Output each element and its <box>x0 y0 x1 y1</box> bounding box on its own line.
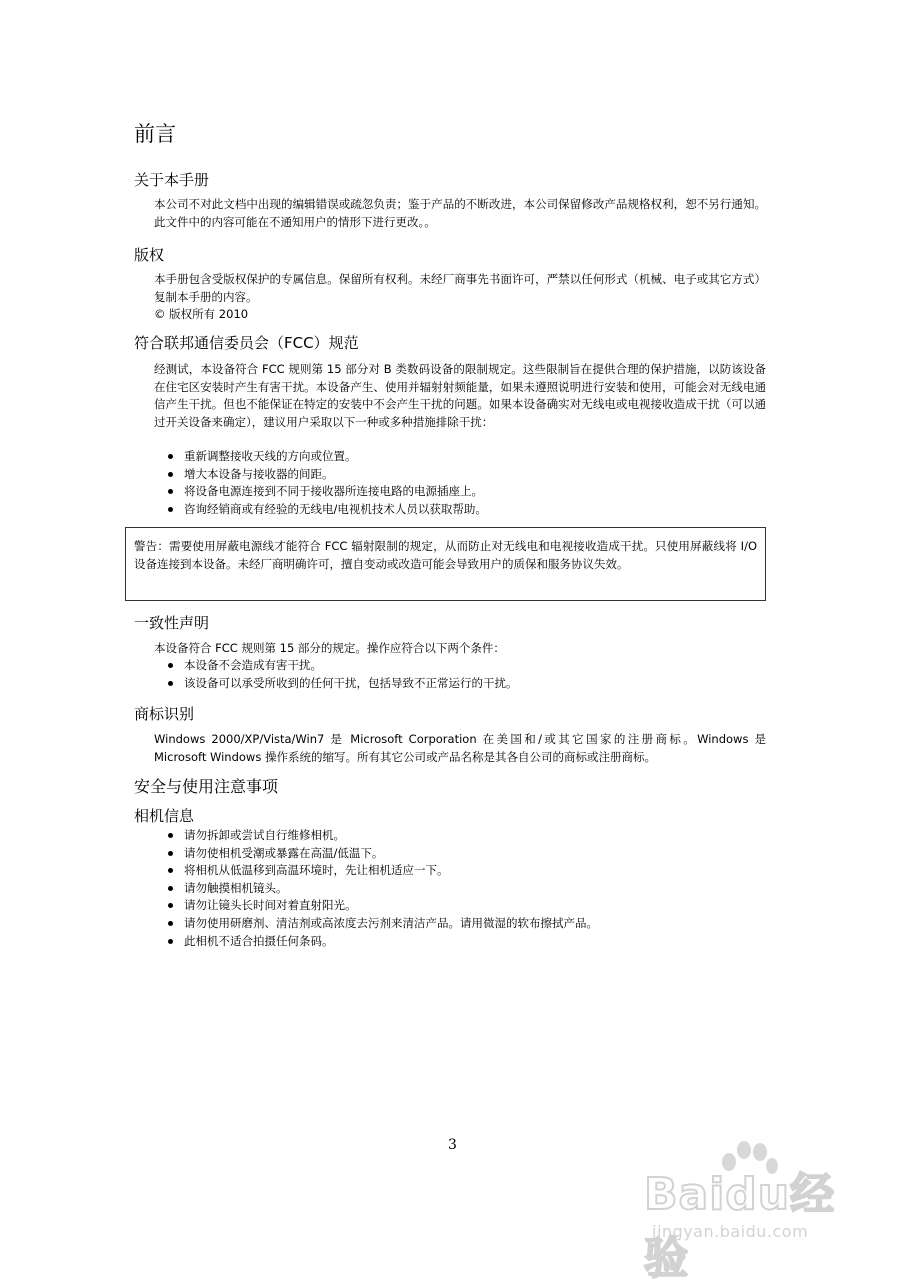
about-paragraph: 本公司不对此文档中出现的编辑错误或疏忽负责；鉴于产品的不断改进，本公司保留修改产品规格权利，恕不另行通知。此文件中的内容可能在不通知用户的情形下进行更改。。 <box>154 197 766 229</box>
watermark-logo: Baidu经验 <box>644 1169 836 1284</box>
bullet-icon <box>168 681 173 686</box>
list-item: 请勿触摸相机镜头。 <box>164 880 598 898</box>
list-item: 此相机不适合拍摄任何条码。 <box>164 933 598 951</box>
section-heading-about: 关于本手册 <box>134 171 210 189</box>
list-item: 将设备电源连接到不同于接收器所连接电路的电源插座上。 <box>164 483 487 501</box>
conformity-paragraph: 本设备符合 FCC 规则第 15 部分的规定。操作应符合以下两个条件： <box>154 641 505 655</box>
list-item: 请勿拆卸或尝试自行维修相机。 <box>164 827 598 845</box>
warning-text: 警告：需要使用屏蔽电源线才能符合 FCC 辐射限制的规定，从而防止对无线电和电视接收造成干扰。只使用屏蔽线将 I/O 设备连接到本设备。未经厂商明确许可，擅自变动或改造可能会导致用户的质保和服务协议失效。 <box>134 539 757 571</box>
baidu-jingyan-watermark <box>636 1140 876 1284</box>
bullet-icon <box>168 903 173 908</box>
list-item: 重新调整接收天线的方向或位置。 <box>164 448 487 466</box>
copyright-notice: © 版权所有 2010 <box>154 307 249 321</box>
page-title: 前言 <box>134 122 176 146</box>
bullet-icon <box>168 921 173 926</box>
bullet-icon <box>168 472 173 477</box>
list-item: 本设备不会造成有害干扰。 <box>164 657 518 675</box>
camera-precautions-list <box>164 827 598 950</box>
bullet-icon <box>168 489 173 494</box>
list-item: 咨询经销商或有经验的无线电/电视机技术人员以获取帮助。 <box>164 501 487 519</box>
section-heading-safety: 安全与使用注意事项 <box>134 777 279 796</box>
bullet-icon <box>168 886 173 891</box>
section-heading-fcc: 符合联邦通信委员会（FCC）规范 <box>134 334 359 352</box>
bullet-icon <box>168 507 173 512</box>
conformity-conditions-list <box>164 657 518 692</box>
list-item: 请勿让镜头长时间对着直射阳光。 <box>164 897 598 915</box>
section-heading-camera: 相机信息 <box>134 807 195 825</box>
trademark-paragraph: Windows 2000/XP/Vista/Win7 是 Microsoft Corporation 在美国和/或其它国家的注册商标。Windows 是 Microsoft Windows 操作系统的缩写。所有其它公司或产品名称是其各自公司的商标或注册商标。 <box>154 732 766 764</box>
warning-box <box>125 527 766 601</box>
fcc-paragraph: 经测试，本设备符合 FCC 规则第 15 部分对 B 类数码设备的限制规定。这些限制旨在提供合理的保护措施，以防该设备在住宅区安装时产生有害干扰。本设备产生、使用并辐射射频能量，如果未遵照说明进行安装和使用，可能会对无线电通信产生干扰。但也不能保证在特定的安装中不会产生干扰的问题。如果本设备确实对无线电或电视接收造成干扰（可以通过开关设备来确定），建议用户采取以下一种或多种措施排除干扰： <box>154 362 766 429</box>
watermark-url: jingyan.baidu.com <box>652 1222 809 1241</box>
section-heading-copyright: 版权 <box>134 246 165 264</box>
list-item: 增大本设备与接收器的间距。 <box>164 466 487 484</box>
bullet-icon <box>168 868 173 873</box>
fcc-measures-list <box>164 448 487 518</box>
section-heading-trademark: 商标识别 <box>134 705 195 723</box>
section-heading-conformity: 一致性声明 <box>134 614 210 632</box>
bullet-icon <box>168 939 173 944</box>
bullet-icon <box>168 454 173 459</box>
bullet-icon <box>168 851 173 856</box>
list-item: 请勿使相机受潮或暴露在高温/低温下。 <box>164 845 598 863</box>
list-item: 将相机从低温移到高温环境时，先让相机适应一下。 <box>164 862 598 880</box>
bullet-icon <box>168 833 173 838</box>
page-number: 3 <box>448 1137 457 1153</box>
bullet-icon <box>168 663 173 668</box>
copyright-paragraph: 本手册包含受版权保护的专属信息。保留所有权利。未经厂商事先书面许可，严禁以任何形式（机械、电子或其它方式）复制本手册的内容。 <box>154 272 766 304</box>
list-item: 该设备可以承受所收到的任何干扰，包括导致不正常运行的干扰。 <box>164 675 518 693</box>
list-item: 请勿使用研磨剂、清洁剂或高浓度去污剂来清洁产品。请用微湿的软布擦拭产品。 <box>164 915 598 933</box>
